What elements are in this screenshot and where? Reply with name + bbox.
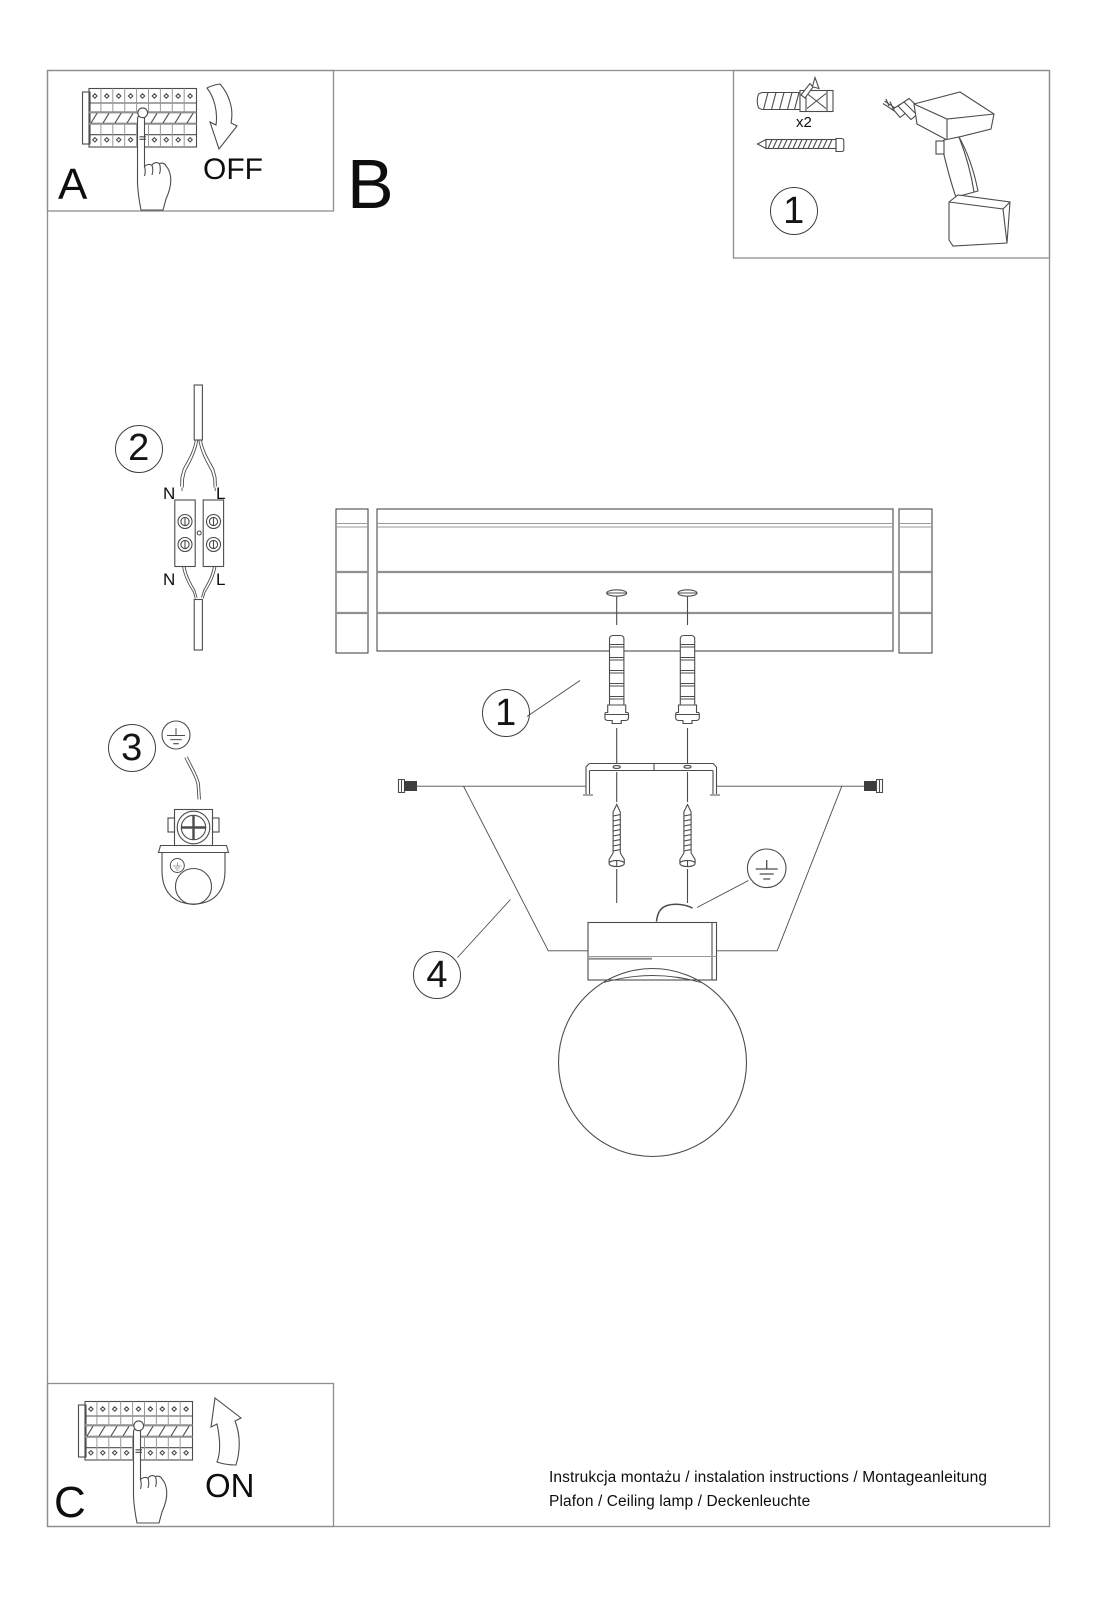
drill-position-marks: [607, 590, 697, 625]
step-badge-anchors: 1: [482, 689, 530, 737]
wall-plug-icon: [757, 78, 833, 112]
step-label-b: B: [347, 145, 394, 223]
screw-icon: [680, 805, 695, 867]
breaker-on-text: ON: [205, 1467, 255, 1504]
footer-title-line: Instrukcja montażu / instalation instructions / Montageanleitung: [549, 1469, 988, 1486]
wall-plug-icon: [605, 636, 629, 724]
terminal-block-left: [175, 500, 195, 567]
ground-wire: [185, 757, 201, 800]
footer-product-line: Plafon / Ceiling lamp / Deckenleuchte: [549, 1493, 811, 1510]
lamp-bracket-end: [159, 846, 229, 905]
cable-bottom: [194, 600, 202, 651]
terminal-label-l-bottom: L: [216, 569, 226, 589]
terminal-screws: [178, 515, 221, 552]
screw-icon: [758, 139, 844, 152]
circuit-breaker-hand-icon: [83, 89, 197, 211]
step-badge-wiring: 2: [115, 425, 163, 473]
terminal-label-l-top: L: [216, 483, 226, 503]
side-set-bolt-right: [865, 780, 883, 793]
drill-icon: [883, 92, 1010, 246]
side-set-bolt-left: [399, 780, 417, 793]
ceiling-bar: [336, 509, 932, 653]
lamp-ground-wire: [657, 904, 693, 921]
terminal-label-n-bottom: N: [163, 569, 176, 589]
wiring-diagram: [175, 385, 224, 650]
arrow-down-icon: [207, 84, 237, 149]
step-badge-lamp: 4: [413, 951, 461, 999]
circuit-breaker-off-illustration: [83, 84, 238, 210]
ground-connection-diagram: [159, 721, 229, 905]
glass-globe: [559, 969, 747, 1157]
bar-body: [377, 509, 893, 651]
circuit-breaker-hand-icon: [79, 1402, 193, 1524]
alignment-axis-lines: [617, 728, 688, 903]
bar-end-cap-right: [899, 509, 932, 653]
wire-split-top: [181, 440, 217, 491]
bar-end-cap-left: [336, 509, 368, 653]
step-label-c: C: [54, 1478, 86, 1527]
terminal-block-right: [203, 500, 223, 567]
circuit-breaker-on-illustration: [79, 1398, 242, 1523]
exploded-view-guides: [464, 786, 842, 951]
mounting-bracket: [583, 764, 720, 796]
lamp-canopy: [588, 923, 717, 981]
ground-terminal: [168, 810, 219, 846]
quantity-label: x2: [796, 114, 812, 131]
breaker-off-text: OFF: [203, 153, 263, 186]
arrow-up-icon: [211, 1398, 241, 1465]
step-badge-kit: 1: [770, 187, 818, 235]
earth-symbol-badge: [697, 849, 786, 908]
screw-icon: [609, 805, 624, 867]
terminal-label-n-top: N: [163, 483, 176, 503]
step-label-a: A: [58, 160, 88, 209]
wall-plug-icon: [676, 636, 700, 724]
cable-top: [194, 385, 202, 440]
wire-merge-bottom: [183, 567, 216, 599]
step-badge-ground: 3: [108, 724, 156, 772]
